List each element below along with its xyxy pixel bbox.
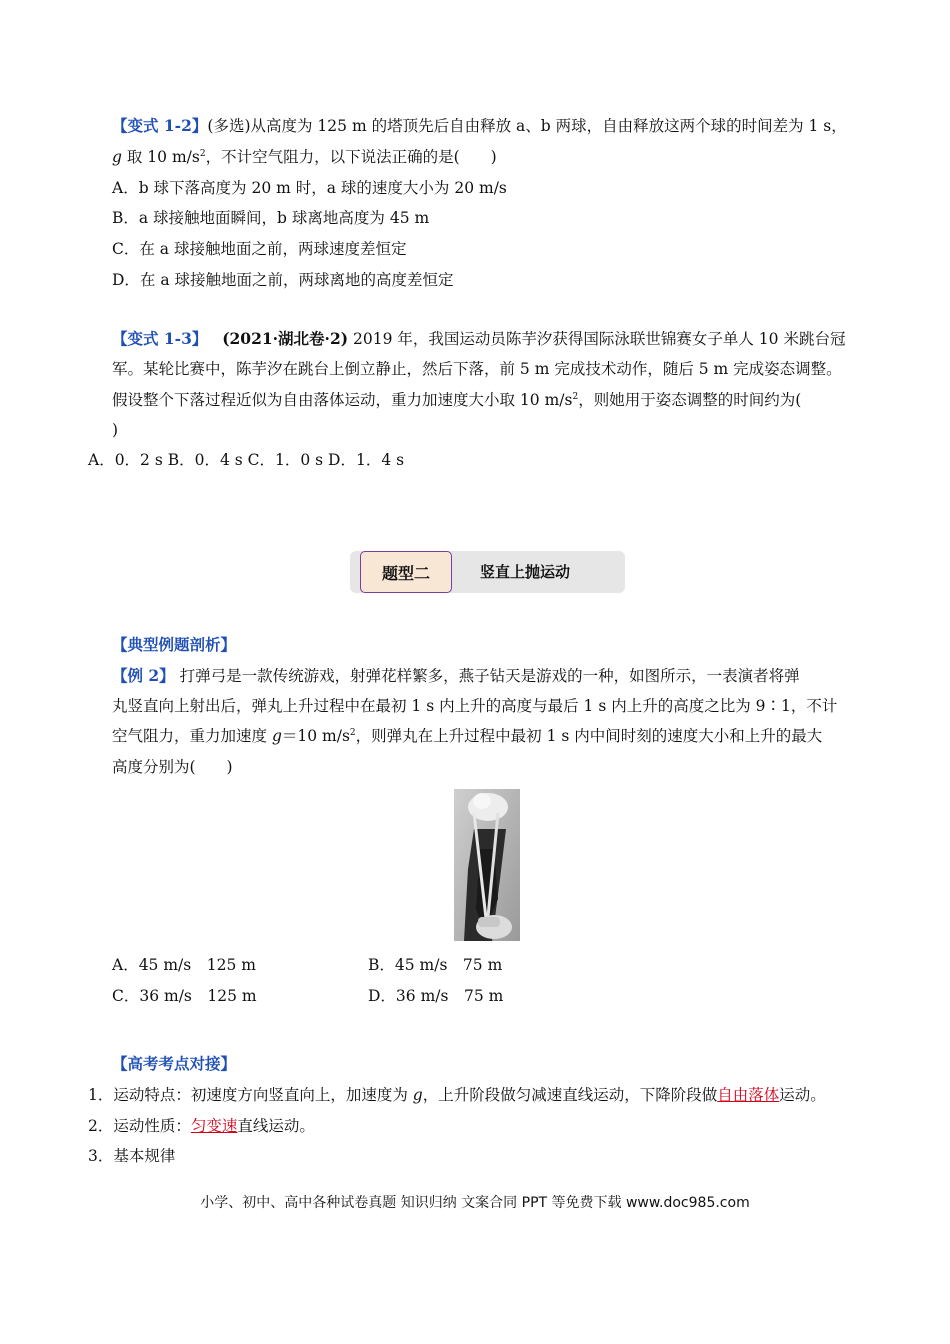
exam-source: (2021·湖北卷·2) (222, 329, 349, 348)
example-option-c: C．36 m/s 125 m (112, 987, 257, 1005)
option-a: A．b 球下落高度为 20 m 时，a 球的速度大小为 20 m/s (112, 179, 507, 197)
example-option-a: A．45 m/s 125 m (112, 956, 256, 974)
highlight-uniform-variable: 匀变速 (190, 1117, 238, 1135)
section-label: 题型二 (360, 551, 452, 593)
exam-point-3: 3．基本规律 (88, 1147, 176, 1165)
example-2-line4: 高度分别为( ) (112, 758, 233, 776)
variant-1-3-options: A．0．2 s B．0．4 s C．1．0 s D．1．4 s (88, 451, 405, 469)
exam-point-2: 2．运动性质：匀变速直线运动。 (88, 1117, 315, 1135)
variant-1-2-tag: 【变式 1-2】 (112, 116, 208, 135)
example-heading: 【典型例题剖析】 (112, 635, 237, 654)
variant-1-3-line3: 假设整个下落过程近似为自由落体运动，重力加速度大小取 10 $m/s^2$，则她用于姿态调整的时间约为( (112, 391, 802, 409)
example-2-line1: 【例 2】 打弹弓是一款传统游戏，射弹花样繁多，燕子钻天是游戏的一种，如图所示，一表演者将弹 (112, 666, 800, 685)
slingshot-photo (454, 789, 520, 941)
section-header (350, 551, 625, 593)
section-title: 竖直上抛运动 (480, 563, 571, 581)
option-d: D．在 a 球接触地面之前，两球离地的高度差恒定 (112, 271, 454, 289)
variant-1-3-line1: 【变式 1-3】 (2021·湖北卷·2) 2019 年，我国运动员陈芋汐获得国际泳联世锦赛女子单人 10 米跳台冠 (112, 329, 846, 348)
option-b: B．a 球接触地面瞬间，b 球离地高度为 45 m (112, 209, 430, 227)
example-option-d: D．36 m/s 75 m (368, 987, 504, 1005)
exam-heading: 【高考考点对接】 (112, 1054, 237, 1073)
option-c: C．在 a 球接触地面之前，两球速度差恒定 (112, 240, 407, 258)
variant-1-3-line4: ) (112, 421, 119, 439)
variant-1-3-tag: 【变式 1-3】 (112, 329, 208, 348)
exam-point-1: 1．运动特点：初速度方向竖直向上，加速度为 g，上升阶段做匀减速直线运动，下降阶段做自由落体运动。 (88, 1086, 826, 1104)
variant-1-3-line2: 军。某轮比赛中，陈芋汐在跳台上倒立静止，然后下落，前 5 m 完成技术动作，随后 5 m 完成姿态调整。 (112, 360, 842, 378)
variant-1-2-line2: g 取 10 $m/s^2$，不计空气阻力，以下说法正确的是( ) (112, 148, 497, 166)
example-2-tag: 【例 2】 (112, 666, 175, 685)
example-2-line3: 空气阻力，重力加速度 g＝10 $m/s^2$，则弹丸在上升过程中最初 1 s 内中间时刻的速度大小和上升的最大 (112, 727, 823, 745)
page-footer: 小学、初中、高中各种试卷真题 知识归纳 文案合同 PPT 等免费下载 www.doc985.com (200, 1195, 750, 1211)
highlight-free-fall: 自由落体 (717, 1086, 780, 1104)
example-2-line2: 丸竖直向上射出后，弹丸上升过程中在最初 1 s 内上升的高度与最后 1 s 内上升的高度之比为 9∶1，不计 (112, 697, 838, 715)
example-option-b: B．45 m/s 75 m (368, 956, 503, 974)
variant-1-2-line1: 【变式 1-2】(多选)从高度为 125 m 的塔顶先后自由释放 a、b 两球，自由释放这两个球的时间差为 1 s， (112, 116, 847, 135)
